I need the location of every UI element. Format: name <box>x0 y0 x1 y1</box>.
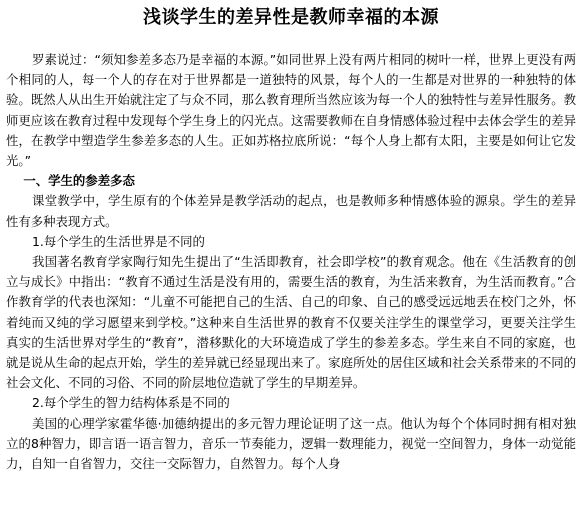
section-intro-paragraph: 课堂教学中，学生原有的个体差异是教学活动的起点，也是教师多种情感体验的源泉。学生的差异性有多种表现方式。 <box>6 193 576 229</box>
intro-paragraph: 罗素说过：“须知参差多态乃是幸福的本源。”如同世界上没有两片相同的树叶一样，世界上更没有两个相同的人，每一个人的存在对于世界都是一道独特的风景，每个人的一生都是对世界的一种独特的体验。既然人从出生开始就注定了与众不同，那么教育理所当然应该为每一个人的独特性与差异性服务。教师更应该在教育过程中发现每个学生身上的闪光点。这需要教师在自身情感体验过程中去体会学生的差异性，在教学中塑造学生参差多态的人生。正如苏格拉底所说：“每个人身上都有太阳，主要是如何让它发光。” <box>6 52 576 169</box>
subheading-intelligence: 2.每个学生的智力结构体系是不同的 <box>32 395 230 411</box>
intelligence-paragraph: 美国的心理学家霍华德·加德纳提出的多元智力理论证明了这一点。他认为每个个体同时拥有相对独立的8种智力，即言语一语言智力，音乐一节奏能力，逻辑一数理能力，视觉一空间智力，身体一动觉能力，自知一自省智力，交往一交际智力，自然智力。每个人身 <box>6 415 576 472</box>
subheading-life-world: 1.每个学生的生活世界是不同的 <box>32 233 205 249</box>
section-heading: 一、学生的参差多态 <box>23 173 135 189</box>
life-world-paragraph: 我国著名教育学家陶行知先生提出了“生活即教育，社会即学校”的教育观念。他在《生活教育的创立与成长》中指出：“教育不通过生活是没有用的，需要生活的教育，为生活来教育，为生活而教育。”合作教育学的代表也深知：“儿童不可能把自己的生活、自己的印象、自己的感受远远地丢在校门之外，怀着纯而又纯的学习愿望来到学校。”这种来自生活世界的教育不仅要关注学生的课堂学习，更要关注学生真实的生活世界对学生的“教育”，潜移默化的大环境造成了学生的参差多态。学生来自不同的家庭，也就是说从生命的起点开始，学生的差异就已经显现出来了。家庭所处的居住区域和社会关系带来的不同的社会文化、不同的习俗、不同的阶层地位造就了学生的早期差异。 <box>6 254 576 391</box>
document-title: 浅谈学生的差异性是教师幸福的本源 <box>143 7 439 28</box>
document-body <box>6 50 576 474</box>
